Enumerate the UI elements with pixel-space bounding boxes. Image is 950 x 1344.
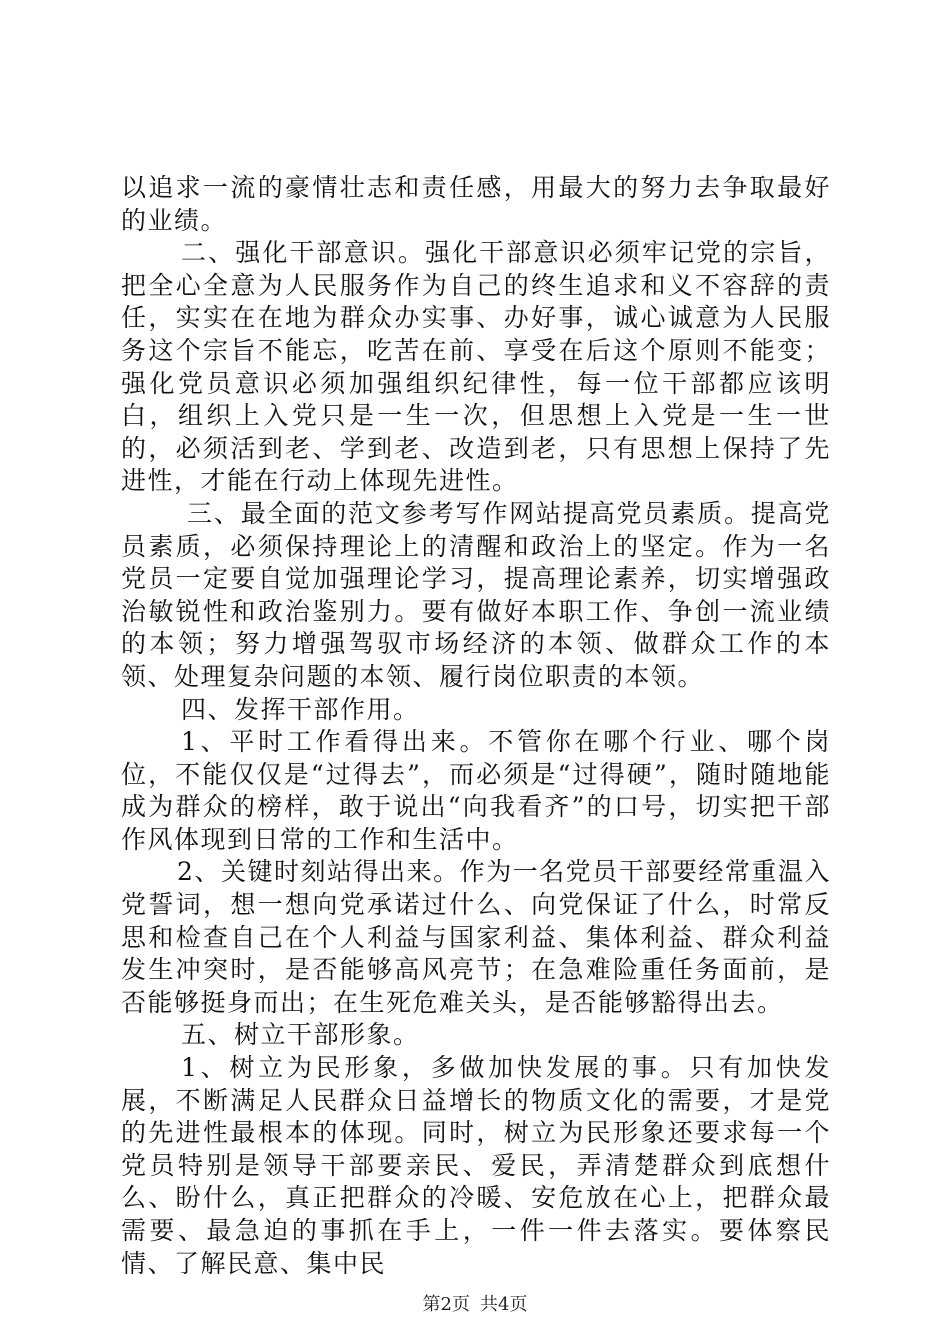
- page-number: 第2页: [422, 1294, 470, 1315]
- heading-section-four: 四、发挥干部作用。: [181, 694, 420, 724]
- paragraph-section-four-item-two: 2、关键时刻站得出来。作为一名党员干部要经常重温入党誓词，想一想向党承诺过什么、向党保证了什么，时常反思和检查自己在个人利益与国家利益、集体利益、群众利益发生冲突时，是否能够高风亮节；在急难险重任务面前，是否能够挺身而出；在生死危难关头，是否能够豁得出去。: [121, 857, 831, 1017]
- document-body: [121, 172, 831, 1280]
- paragraph-section-two: 二、强化干部意识。强化干部意识必须牢记党的宗旨，把全心全意为人民服务作为自己的终生追求和义不容辞的责任，实实在在地为群众办实事、办好事，诚心诚意为人民服务这个宗旨不能忘，吃苦在前、享受在后这个原则不能变；强化党员意识必须加强组织纪律性，每一位干部都应该明白，组织上入党只是一生一次，但思想上入党是一生一世的，必须活到老、学到老、改造到老，只有思想上保持了先进性，才能在行动上体现先进性。: [121, 238, 831, 496]
- page-total: 共4页: [480, 1294, 528, 1315]
- heading-section-five: 五、树立干部形象。: [181, 1020, 420, 1050]
- paragraph-section-three: 三、最全面的范文参考写作网站提高党员素质。提高党员素质，必须保持理论上的清醒和政治上的坚定。作为一名党员一定要自觉加强理论学习，提高理论素养，切实增强政治敏锐性和政治鉴别力。要有做好本职工作、争创一流业绩的本领；努力增强驾驭市场经济的本领、做群众工作的本领、处理复杂问题的本领、履行岗位职责的本领。: [121, 498, 831, 691]
- paragraph-continuation: 以追求一流的豪情壮志和责任感，用最大的努力去争取最好的业绩。: [121, 173, 831, 235]
- page-footer: [0, 1294, 950, 1316]
- paragraph-section-five-item-one: 1、树立为民形象，多做加快发展的事。只有加快发展，不断满足人民群众日益增长的物质文化的需要，才是党的先进性最根本的体现。同时，树立为民形象还要求每一个党员特别是领导干部要亲民、爱民，弄清楚群众到底想什么、盼什么，真正把群众的冷暖、安危放在心上，把群众最需要、最急迫的事抓在手上，一件一件去落实。要体察民情、了解民意、集中民: [121, 1053, 831, 1278]
- paragraph-section-four-item-one: 1、平时工作看得出来。不管你在哪个行业、哪个岗位，不能仅仅是“过得去”，而必须是“过得硬”，随时随地能成为群众的榜样，敢于说出“向我看齐”的口号，切实把干部作风体现到日常的工作和生活中。: [121, 727, 831, 854]
